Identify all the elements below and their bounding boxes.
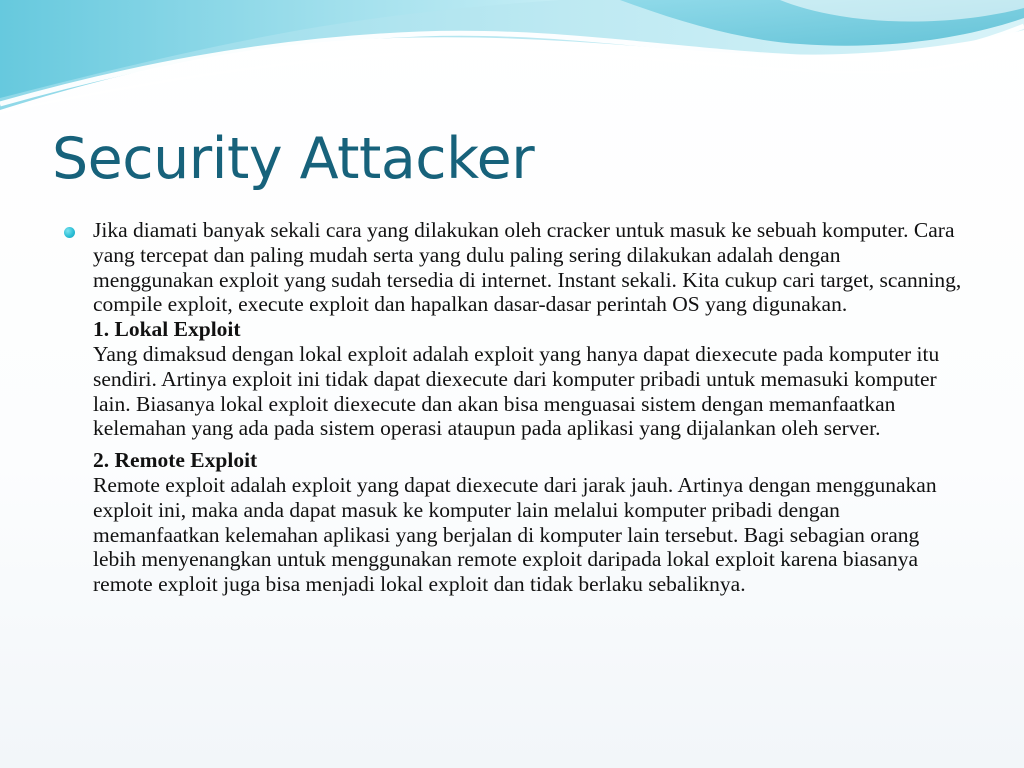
section-body-lokal-exploit: Yang dimaksud dengan lokal exploit adalah exploit yang hanya dapat diexecute pada komputer itu sendiri. Artinya exploit ini tidak dapat diexecute dari komputer pribadi untuk memasuki komputer lain. Biasanya lokal exploit diexecute dan akan bisa menguasai sistem dengan memanfaatkan kelemahan yang ada pada sistem operasi ataupun pada aplikasi yang dijalankan oleh server. <box>93 341 940 441</box>
bullet-item <box>64 218 964 597</box>
intro-paragraph: Jika diamati banyak sekali cara yang dilakukan oleh cracker untuk masuk ke sebuah komputer. Cara yang tercepat dan paling mudah serta yang dulu paling sering dilakukan adalah dengan menggunakan exploit yang sudah tersedia di internet. Instant sekali. Kita cukup cari target, scanning, compile exploit, execute exploit dan hapalkan dasar-dasar perintah OS yang digunakan. <box>93 218 962 317</box>
section-spacer <box>93 441 964 448</box>
slide-body <box>64 218 964 597</box>
bullet-text <box>93 218 964 597</box>
section-body-remote-exploit: Remote exploit adalah exploit yang dapat diexecute dari jarak jauh. Artinya dengan menggunakan exploit ini, maka anda dapat masuk ke komputer lain melalui komputer pribadi dengan memanfaatkan kelemahan aplikasi yang berjalan di komputer lain tersebut. Bagi sebagian orang lebih menyenangkan untuk menggunakan remote exploit daripada lokal exploit karena biasanya remote exploit juga bisa menjadi lokal exploit dan tidak berlaku sebaliknya. <box>93 472 937 597</box>
bullet-dot-icon <box>64 227 75 238</box>
section-heading-lokal-exploit: 1. Lokal Exploit <box>93 317 241 342</box>
wave-header-decoration <box>0 0 1024 120</box>
slide-title: Security Attacker <box>52 126 535 192</box>
section-heading-remote-exploit: 2. Remote Exploit <box>93 448 258 473</box>
